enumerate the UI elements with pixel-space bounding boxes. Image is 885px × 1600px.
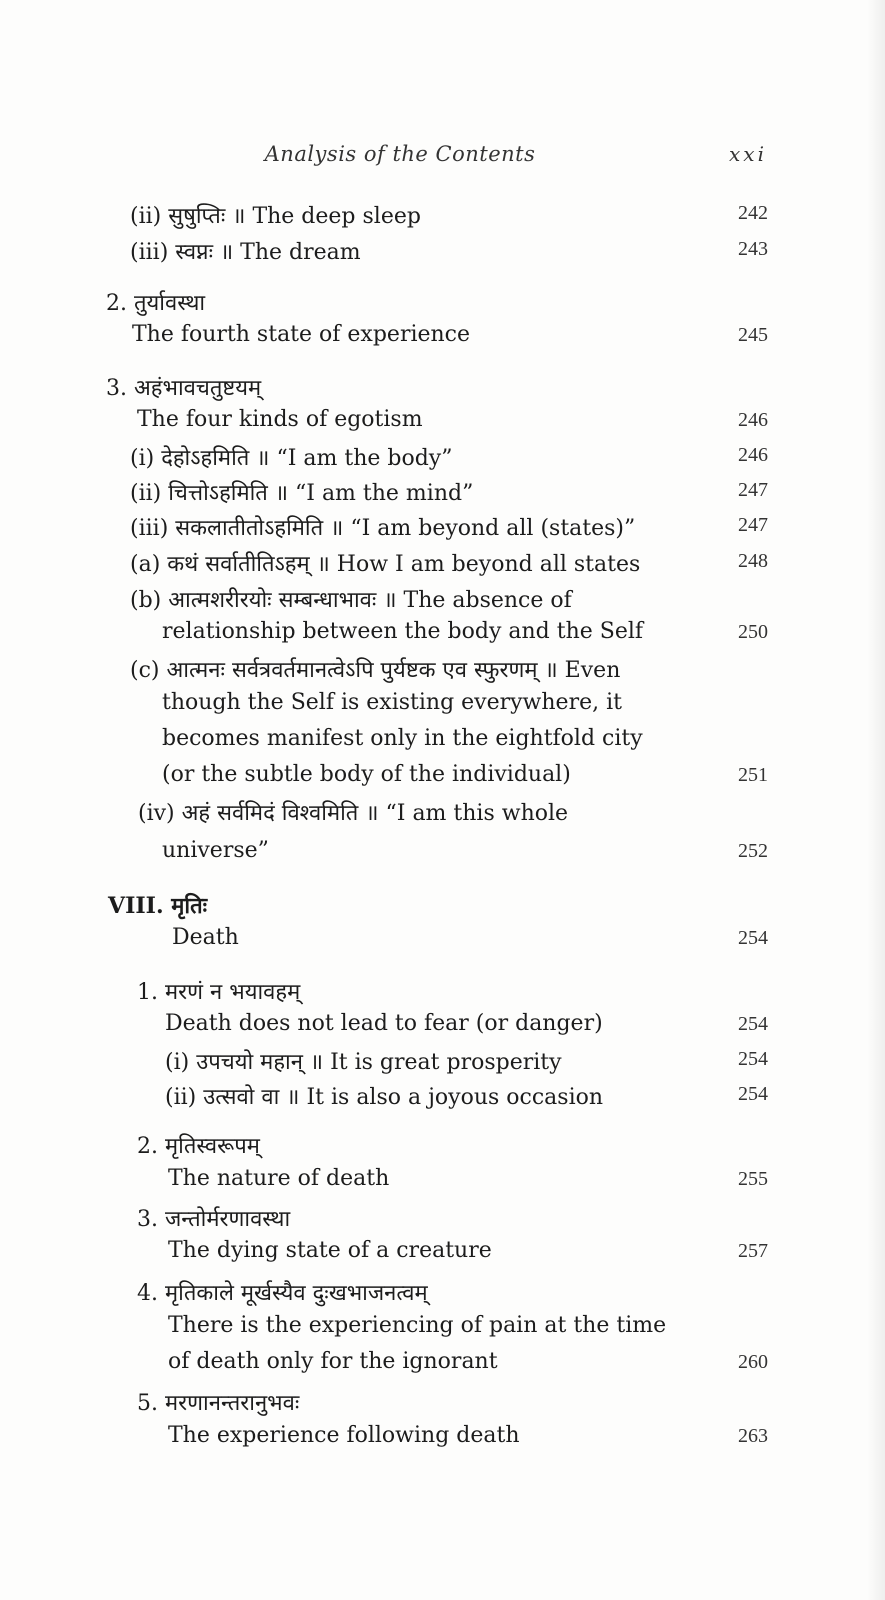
toc-entry-text: 1. मरणं न भयावहम् (137, 980, 301, 1005)
toc-entry-text: (iii) स्वप्नः ॥ The dream (130, 240, 361, 265)
toc-entry-text: (i) देहोऽहमिति ॥ “I am the body” (130, 446, 453, 471)
toc-entry-text: (or the subtle body of the individual) (162, 762, 571, 787)
toc-entry-text: Death (172, 925, 239, 950)
toc-entry-text: The four kinds of egotism (137, 407, 423, 432)
toc-entry-text: 3. जन्तोर्मरणावस्था (137, 1207, 291, 1232)
toc-entry-text: 2. तुर्यावस्था (106, 291, 206, 316)
toc-entry-text: There is the experiencing of pain at the time (168, 1313, 667, 1338)
toc-entry-page: 246 (738, 409, 768, 431)
toc-entry-page: 246 (738, 444, 768, 466)
toc-entry-page: 254 (738, 927, 768, 949)
toc-entry-text: The experience following death (168, 1423, 520, 1448)
toc-entry-text: becomes manifest only in the eightfold city (162, 726, 643, 751)
toc-entry-text: 3. अहंभावचतुष्टयम् (106, 376, 262, 401)
toc-entry-page: 242 (738, 202, 768, 224)
toc-entry-page: 255 (738, 1168, 768, 1190)
toc-entry-text: (ii) चित्तोऽहमिति ॥ “I am the mind” (130, 481, 474, 506)
toc-entry-page: 247 (738, 514, 768, 536)
toc-entry-page: 254 (738, 1048, 768, 1070)
toc-entry-text: (ii) सुषुप्तिः ॥ The deep sleep (130, 204, 421, 229)
toc-entry-page: 251 (738, 764, 768, 786)
scan-edge-shadow (867, 0, 885, 1600)
toc-entry-page: 263 (738, 1425, 768, 1447)
toc-entry-page: 257 (738, 1240, 768, 1262)
toc-entry-text: Death does not lead to fear (or danger) (165, 1011, 603, 1036)
toc-entry-page: 254 (738, 1083, 768, 1105)
toc-entry-page: 254 (738, 1013, 768, 1035)
toc-entry-page: 243 (738, 238, 768, 260)
toc-entry-page: 260 (738, 1351, 768, 1373)
toc-entry-text: VIII. मृतिः (108, 893, 208, 919)
toc-entry-text: The dying state of a creature (168, 1238, 492, 1263)
toc-entry-text: (a) कथं सर्वातीतिऽहम् ॥ How I am beyond all states (130, 552, 641, 577)
toc-entry-page: 250 (738, 621, 768, 643)
toc-entry-text: (iii) सकलातीतोऽहमिति ॥ “I am beyond all (states)” (130, 516, 636, 541)
toc-entry-text: (b) आत्मशरीरयोः सम्बन्धाभावः ॥ The absence of (130, 588, 572, 613)
toc-entry-text: The nature of death (168, 1166, 390, 1191)
toc-entry-text: (i) उपचयो महान् ॥ It is great prosperity (165, 1050, 562, 1075)
toc-entry-text: relationship between the body and the Self (162, 619, 644, 644)
running-header (0, 142, 885, 172)
page-number: xxi (729, 142, 767, 166)
toc-entry-text: 4. मृतिकाले मूर्खस्यैव दुःखभाजनत्वम् (137, 1281, 428, 1306)
toc-entry-text: The fourth state of experience (132, 322, 471, 347)
toc-entry-page: 248 (738, 550, 768, 572)
running-title: Analysis of the Contents (264, 142, 536, 166)
toc-entry-page: 245 (738, 324, 768, 346)
toc-entry-page: 247 (738, 479, 768, 501)
toc-entry-page: 252 (738, 840, 768, 862)
toc-entry-text: (ii) उत्सवो वा ॥ It is also a joyous occasion (165, 1085, 604, 1110)
toc-entry-text: 2. मृतिस्वरूपम् (137, 1134, 260, 1159)
toc-entry-text: though the Self is existing everywhere, it (162, 690, 622, 715)
toc-entry-text: (c) आत्मनः सर्वत्रवर्तमानत्वेऽपि पुर्यष्टक एव स्फुरणम् ॥ Even (130, 658, 621, 683)
toc-entry-text: (iv) अहं सर्वमिदं विश्वमिति ॥ “I am this whole (138, 801, 569, 826)
toc-entry-text: universe” (162, 838, 269, 863)
toc-entry-text: 5. मरणानन्तरानुभवः (137, 1391, 300, 1416)
toc-entry-text: of death only for the ignorant (168, 1349, 498, 1374)
